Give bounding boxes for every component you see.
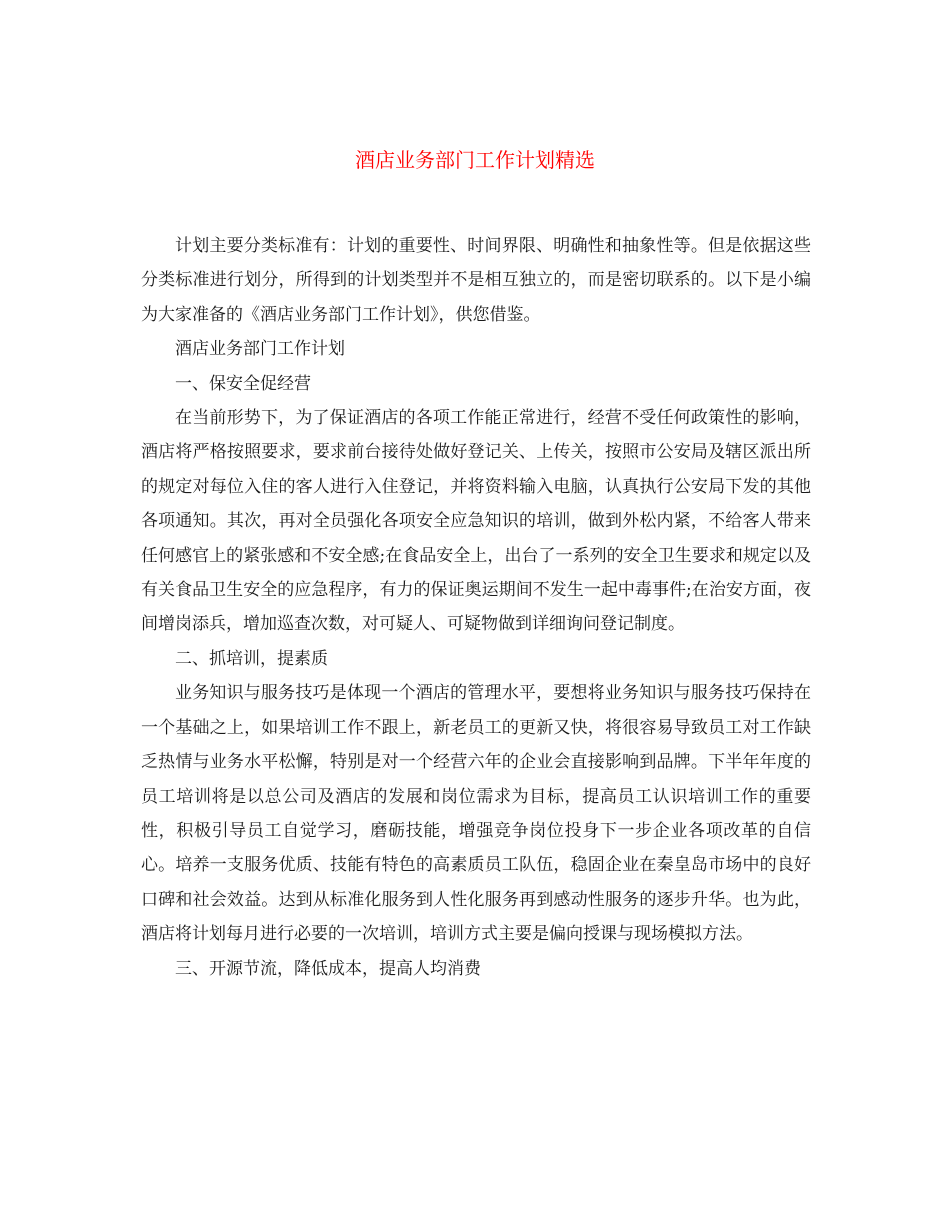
section-heading-3: 三、开源节流，降低成本，提高人均消费 <box>175 958 481 979</box>
document-title: 酒店业务部门工作计划精选 <box>355 148 595 172</box>
section-1-paragraph: 在当前形势下，为了保证酒店的各项工作能正常进行，经营不受任何政策性的影响，酒店将严格按照要求，要求前台接待处做好登记关、上传关，按照市公安局及辖区派出所的规定对每位入住的客人进行入住登记，并将资料输入电脑，认真执行公安局下发的其他各项通知。其次，再对全员强化各项安全应急知识的培训，做到外松内紧，不给客人带来任何感官上的紧张感和不安全感;在食品安全上，出台了一系列的安全卫生要求和规定以及有关食品卫生安全的应急程序，有力的保证奥运期间不发生一起中毒事件;在治安方面，夜间增岗添兵，增加巡查次数，对可疑人、可疑物做到详细询问登记制度。 <box>141 408 811 635</box>
intro-paragraph: 计划主要分类标准有：计划的重要性、时间界限、明确性和抽象性等。但是依据这些分类标准进行划分，所得到的计划类型并不是相互独立的，而是密切联系的。以下是小编为大家准备的《酒店业务部门工作计划》，供您借鉴。 <box>141 236 811 325</box>
section-heading-2: 二、抓培训，提素质 <box>175 648 328 669</box>
document-body <box>141 229 811 986</box>
plan-heading: 酒店业务部门工作计划 <box>175 339 345 360</box>
section-heading-1: 一、保安全促经营 <box>175 373 311 394</box>
section-2-paragraph: 业务知识与服务技巧是体现一个酒店的管理水平，要想将业务知识与服务技巧保持在一个基础之上，如果培训工作不跟上，新老员工的更新又快，将很容易导致员工对工作缺乏热情与业务水平松懈，特别是对一个经营六年的企业会直接影响到品牌。下半年年度的员工培训将是以总公司及酒店的发展和岗位需求为目标，提高员工认识培训工作的重要性，积极引导员工自觉学习，磨砺技能，增强竞争岗位投身下一步企业各项改革的自信心。培养一支服务优质、技能有特色的高素质员工队伍，稳固企业在秦皇岛市场中的良好口碑和社会效益。达到从标准化服务到人性化服务再到感动性服务的逐步升华。也为此，酒店将计划每月进行必要的一次培训，培训方式主要是偏向授课与现场模拟方法。 <box>141 683 811 945</box>
